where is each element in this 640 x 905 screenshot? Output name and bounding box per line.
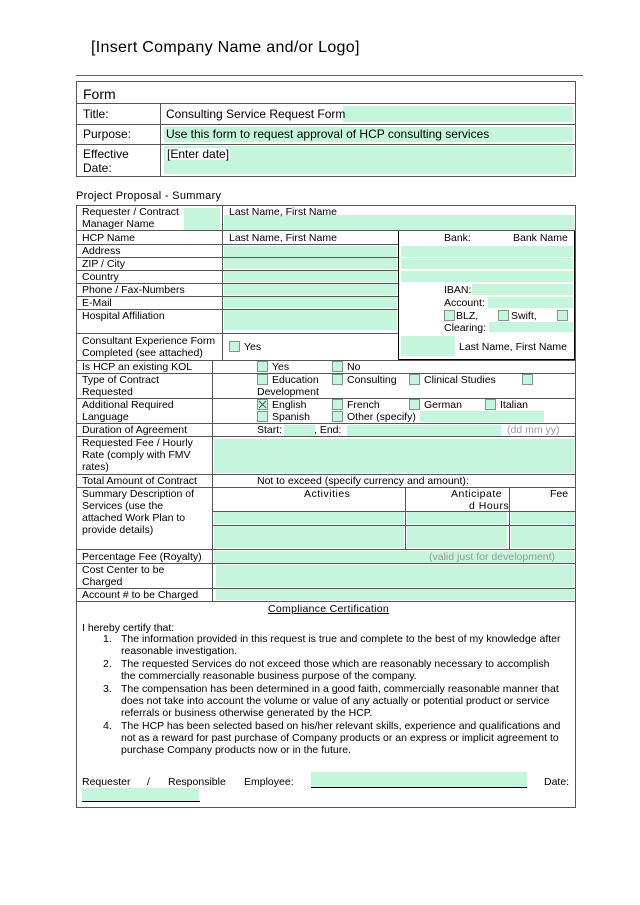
compliance-item-3-line-2: does not take into account the volume or value of any actually or potential product or service [121, 695, 550, 707]
hours-header-2: d Hours [469, 500, 510, 512]
section-title: Project Proposal - Summary [76, 190, 222, 202]
other-language-checkbox[interactable] [332, 411, 343, 422]
sig-date: Date: [544, 776, 570, 788]
total-value: Not to exceed (specify currency and amount): [257, 475, 469, 487]
consultant-yes-checkbox[interactable] [229, 341, 240, 352]
development-label: Development [257, 386, 319, 398]
sig-employee: Employee: [244, 776, 294, 788]
services-label-3: attached Work Plan to [82, 512, 186, 524]
hcp-name-label: HCP Name [82, 232, 135, 244]
compliance-item-3-line-3: referrals or business otherwise generated by the HCP. [121, 707, 373, 719]
title-value: Consulting Service Request Form [166, 107, 346, 121]
cost-center-label-2: Charged [82, 576, 123, 588]
duration-hint: (dd mm yy) [507, 424, 560, 436]
italian-checkbox[interactable] [485, 399, 496, 410]
french-label: French [347, 399, 380, 411]
clinical-studies-label: Clinical Studies [424, 374, 496, 386]
requester-label: Requester / Contract [82, 206, 179, 218]
requester-label-2: Manager Name [82, 218, 155, 230]
effective-label-2: Date: [83, 161, 112, 175]
kol-yes-checkbox[interactable] [257, 361, 268, 372]
iban-label: IBAN: [444, 284, 472, 296]
other-language-label: Other (specify) [347, 411, 416, 423]
spanish-label: Spanish [272, 411, 310, 423]
compliance-item-4-line-2: not as a reward for past purchase of Company products or an express or implicit agreement to [121, 732, 559, 744]
services-label: Summary Description of [82, 488, 195, 500]
title-field[interactable] [343, 106, 573, 122]
compliance-item-1-line-2: reasonable investigation. [121, 645, 238, 657]
english-checkbox[interactable] [257, 399, 268, 410]
activities-header: Activities [304, 488, 351, 500]
education-checkbox[interactable] [257, 374, 268, 385]
clearing-label: Clearing: [444, 322, 487, 334]
total-label: Total Amount of Contract [82, 475, 197, 487]
item-1-number: 1. [103, 633, 112, 645]
duration-end-label: , End: [314, 424, 342, 436]
compliance-item-4: The HCP has been selected based on his/her relevant skills, experience and qualifications and [121, 720, 561, 732]
duration-label: Duration of Agreement [82, 424, 188, 436]
email-label: E-Mail [82, 297, 112, 309]
contract-type-label: Type of Contract [82, 374, 160, 386]
form-heading: Form [83, 86, 116, 102]
swift-checkbox[interactable] [498, 310, 509, 321]
duration-start-label: Start: [257, 424, 283, 436]
header-rule [76, 75, 583, 76]
blz-label: BLZ, [456, 310, 479, 322]
employee-underline [311, 787, 527, 788]
sig-slash: / [147, 776, 150, 788]
english-label: English [272, 399, 307, 411]
item-4-number: 4. [103, 720, 112, 732]
compliance-item-2-line-2: the commercially reasonable business purpose of the company. [121, 670, 417, 682]
sig-responsible: Responsible [168, 776, 226, 788]
language-label-2: Language [82, 411, 129, 423]
consultant-label-2: Completed (see attached) [82, 347, 203, 359]
requester-value[interactable]: Last Name, First Name [229, 206, 337, 218]
clinical-studies-checkbox[interactable] [409, 374, 420, 385]
consultant-label: Consultant Experience Form [82, 335, 216, 347]
purpose-label: Purpose: [83, 127, 132, 141]
services-label-4: provide details) [82, 524, 154, 536]
fee-label-3: rates) [82, 461, 109, 473]
kol-no-label: No [347, 361, 361, 373]
hcp-name-value[interactable]: Last Name, First Name [229, 232, 337, 244]
cost-center-label: Cost Center to be [82, 564, 165, 576]
language-label: Additional Required [82, 399, 174, 411]
zip-label: ZIP / City [82, 258, 125, 270]
fee-header: Fee [550, 488, 569, 500]
kol-yes-label: Yes [272, 361, 290, 373]
fee-field[interactable] [214, 439, 574, 473]
bank-value[interactable]: Bank Name [513, 232, 568, 244]
purpose-value: Use this form to request approval of HCP consulting services [166, 127, 490, 141]
swift-label: Swift, [511, 310, 537, 322]
address-label: Address [82, 245, 121, 257]
consulting-checkbox[interactable] [332, 374, 343, 385]
bank-label: Bank: [444, 232, 471, 244]
kol-no-checkbox[interactable] [332, 361, 343, 372]
education-label: Education [272, 374, 319, 386]
effective-label: Effective [83, 147, 129, 161]
clearing-checkbox[interactable] [557, 310, 568, 321]
fee-label: Requested Fee / Hourly [82, 437, 193, 449]
german-checkbox[interactable] [409, 399, 420, 410]
percentage-label: Percentage Fee (Royalty) [82, 551, 202, 563]
country-label: Country [82, 271, 119, 283]
spanish-checkbox[interactable] [257, 411, 268, 422]
account-label: Account: [444, 297, 485, 309]
effective-date-value[interactable]: [Enter date] [167, 147, 230, 161]
compliance-item-4-line-3: purchase Company products now or in the future. [121, 744, 351, 756]
account-number-label: Account # to be Charged [82, 589, 199, 601]
phone-label: Phone / Fax-Numbers [82, 284, 185, 296]
services-label-2: Services (use the [82, 500, 164, 512]
consulting-label: Consulting [347, 374, 397, 386]
blz-checkbox[interactable] [444, 310, 455, 321]
consultant-yes-label: Yes [244, 341, 262, 353]
kol-label: Is HCP an existing KOL [82, 361, 193, 373]
german-label: German [424, 399, 462, 411]
item-2-number: 2. [103, 658, 112, 670]
sig-requester: Requester [82, 776, 131, 788]
compliance-item-2: The requested Services do not exceed those which are reasonably necessary to accomplish [121, 658, 550, 670]
french-checkbox[interactable] [332, 399, 343, 410]
account-number-field[interactable] [216, 589, 574, 600]
hours-header: Anticipate [451, 488, 503, 500]
date-field[interactable] [82, 788, 199, 801]
percentage-hint: (valid just for development) [429, 551, 556, 563]
company-placeholder: [Insert Company Name and/or Logo] [91, 39, 360, 56]
italian-label: Italian [500, 399, 529, 411]
title-label: Title: [83, 107, 109, 121]
account-holder[interactable]: Last Name, First Name [459, 341, 567, 353]
check-x-icon [258, 400, 267, 409]
date-underline [82, 801, 200, 802]
item-3-number: 3. [103, 683, 112, 695]
other-contract-checkbox[interactable] [522, 374, 533, 385]
compliance-intro: I hereby certify that: [82, 622, 175, 634]
employee-field[interactable] [311, 772, 527, 787]
compliance-item-1: The information provided in this request is true and complete to the best of my knowledge after [121, 633, 561, 645]
fee-label-2: Rate (comply with FMV [82, 449, 191, 461]
hospital-label: Hospital Affiliation [82, 310, 165, 322]
compliance-title: Compliance Certification [268, 603, 389, 615]
cost-center-field[interactable] [216, 565, 574, 587]
compliance-item-3: The compensation has been determined in a good faith, commercially reasonable manner that [121, 683, 559, 695]
contract-type-label-2: Requested [82, 386, 133, 398]
